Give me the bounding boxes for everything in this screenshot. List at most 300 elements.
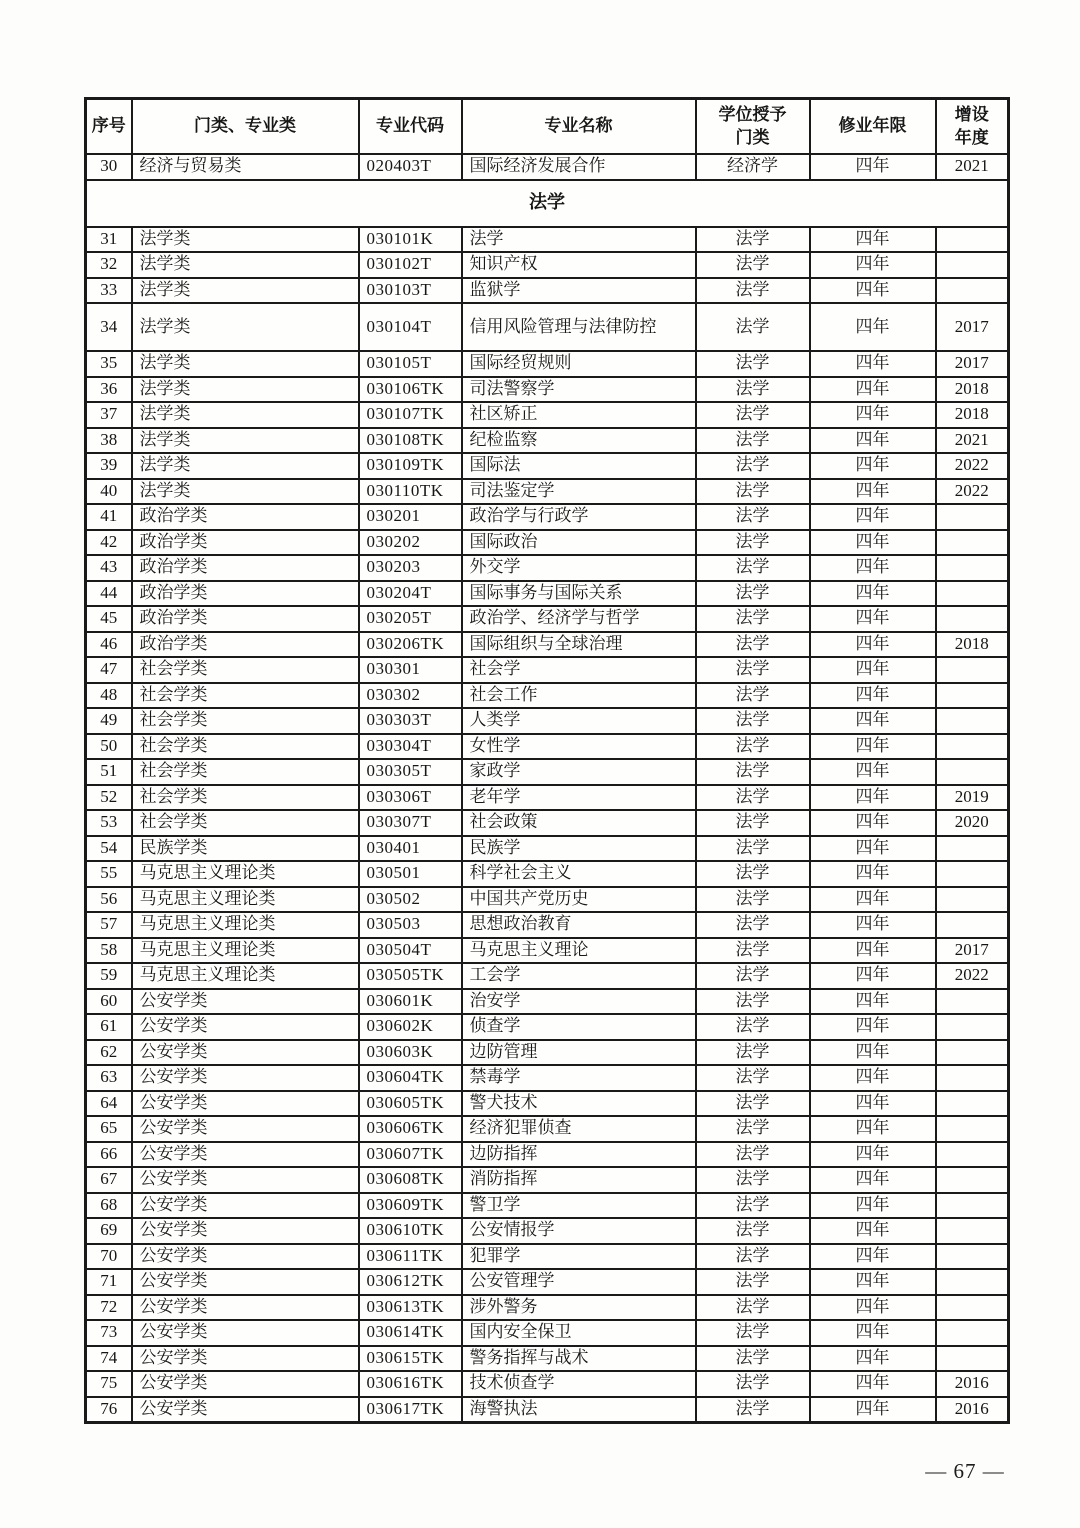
cell-degree: 法学 [696,351,810,377]
cell-degree: 法学 [696,555,810,581]
cell-year-added [936,252,1009,278]
cell-name: 海警执法 [462,1397,696,1423]
table-body [86,154,1009,1423]
cell-year-added [936,657,1009,683]
cell-years: 四年 [810,581,936,607]
cell-category: 公安学类 [132,1193,359,1219]
cell-name: 边防管理 [462,1040,696,1066]
cell-code: 030304T [359,734,462,760]
cell-code: 030102T [359,252,462,278]
cell-degree: 法学 [696,479,810,505]
cell-year-added [936,1346,1009,1372]
cell-code: 030503 [359,912,462,938]
cell-name: 国际经贸规则 [462,351,696,377]
cell-year-added [936,1014,1009,1040]
cell-no: 47 [86,657,132,683]
cell-degree: 法学 [696,303,810,351]
cell-year-added: 2021 [936,154,1009,180]
cell-category: 马克思主义理论类 [132,963,359,989]
cell-no: 30 [86,154,132,180]
cell-degree: 法学 [696,657,810,683]
cell-no: 76 [86,1397,132,1423]
cell-name: 监狱学 [462,278,696,304]
cell-degree: 法学 [696,402,810,428]
table-row [86,708,1009,734]
cell-no: 74 [86,1346,132,1372]
cell-year-added [936,1218,1009,1244]
cell-years: 四年 [810,303,936,351]
cell-no: 64 [86,1091,132,1117]
table-row [86,252,1009,278]
cell-code: 030303T [359,708,462,734]
cell-years: 四年 [810,734,936,760]
cell-name: 社区矫正 [462,402,696,428]
cell-no: 71 [86,1269,132,1295]
table-row [86,453,1009,479]
cell-category: 法学类 [132,479,359,505]
cell-code: 020403T [359,154,462,180]
cell-name: 边防指挥 [462,1142,696,1168]
table-row [86,759,1009,785]
cell-degree: 法学 [696,759,810,785]
cell-year-added [936,278,1009,304]
cell-degree: 法学 [696,1065,810,1091]
cell-year-added: 2016 [936,1371,1009,1397]
cell-no: 67 [86,1167,132,1193]
cell-category: 社会学类 [132,683,359,709]
cell-years: 四年 [810,1014,936,1040]
cell-years: 四年 [810,657,936,683]
cell-no: 53 [86,810,132,836]
cell-no: 35 [86,351,132,377]
cell-code: 030109TK [359,453,462,479]
table-row [86,227,1009,253]
cell-category: 民族学类 [132,836,359,862]
cell-category: 公安学类 [132,1142,359,1168]
cell-degree: 法学 [696,581,810,607]
cell-year-added: 2022 [936,479,1009,505]
cell-years: 四年 [810,1295,936,1321]
cell-category: 法学类 [132,252,359,278]
cell-no: 44 [86,581,132,607]
cell-years: 四年 [810,1218,936,1244]
header-row [86,99,1009,155]
cell-degree: 法学 [696,1320,810,1346]
cell-category: 政治学类 [132,581,359,607]
cell-name: 治安学 [462,989,696,1015]
cell-degree: 法学 [696,1014,810,1040]
cell-no: 45 [86,606,132,632]
cell-name: 外交学 [462,555,696,581]
cell-degree: 法学 [696,252,810,278]
cell-years: 四年 [810,912,936,938]
majors-table [84,97,1010,1424]
section-row [86,180,1009,227]
cell-code: 030104T [359,303,462,351]
cell-name: 国内安全保卫 [462,1320,696,1346]
cell-years: 四年 [810,887,936,913]
cell-year-added: 2020 [936,810,1009,836]
cell-years: 四年 [810,683,936,709]
table-row [86,1218,1009,1244]
cell-name: 警卫学 [462,1193,696,1219]
cell-code: 030617TK [359,1397,462,1423]
cell-year-added [936,683,1009,709]
cell-name: 司法鉴定学 [462,479,696,505]
cell-code: 030206TK [359,632,462,658]
cell-degree: 法学 [696,1218,810,1244]
table-row [86,278,1009,304]
cell-no: 63 [86,1065,132,1091]
cell-no: 36 [86,377,132,403]
cell-degree: 法学 [696,912,810,938]
cell-name: 科学社会主义 [462,861,696,887]
cell-name: 国际法 [462,453,696,479]
cell-category: 公安学类 [132,1116,359,1142]
cell-years: 四年 [810,402,936,428]
cell-no: 39 [86,453,132,479]
cell-years: 四年 [810,963,936,989]
cell-degree: 法学 [696,1142,810,1168]
cell-degree: 法学 [696,278,810,304]
cell-year-added [936,1295,1009,1321]
cell-degree: 法学 [696,989,810,1015]
cell-years: 四年 [810,428,936,454]
cell-category: 社会学类 [132,708,359,734]
cell-category: 社会学类 [132,785,359,811]
table-row [86,1244,1009,1270]
cell-degree: 法学 [696,1397,810,1423]
cell-no: 42 [86,530,132,556]
cell-degree: 法学 [696,530,810,556]
cell-no: 65 [86,1116,132,1142]
cell-name: 技术侦查学 [462,1371,696,1397]
cell-degree: 法学 [696,1269,810,1295]
cell-years: 四年 [810,377,936,403]
table-row [86,1014,1009,1040]
cell-category: 法学类 [132,453,359,479]
cell-name: 工会学 [462,963,696,989]
cell-no: 70 [86,1244,132,1270]
cell-category: 公安学类 [132,1269,359,1295]
table-row [86,428,1009,454]
cell-category: 马克思主义理论类 [132,861,359,887]
cell-code: 030603K [359,1040,462,1066]
table-row [86,1040,1009,1066]
cell-no: 57 [86,912,132,938]
cell-year-added [936,606,1009,632]
cell-code: 030107TK [359,402,462,428]
cell-years: 四年 [810,1269,936,1295]
cell-year-added: 2017 [936,351,1009,377]
cell-no: 66 [86,1142,132,1168]
cell-degree: 经济学 [696,154,810,180]
cell-category: 法学类 [132,278,359,304]
cell-category: 社会学类 [132,734,359,760]
cell-no: 43 [86,555,132,581]
cell-name: 社会工作 [462,683,696,709]
cell-year-added [936,530,1009,556]
cell-code: 030501 [359,861,462,887]
cell-code: 030110TK [359,479,462,505]
cell-name: 社会政策 [462,810,696,836]
cell-year-added: 2018 [936,632,1009,658]
cell-degree: 法学 [696,227,810,253]
colheader-degree: 学位授予 门类 [696,99,810,155]
cell-category: 公安学类 [132,1295,359,1321]
cell-category: 公安学类 [132,1014,359,1040]
cell-code: 030101K [359,227,462,253]
cell-years: 四年 [810,1116,936,1142]
cell-years: 四年 [810,1167,936,1193]
cell-code: 030601K [359,989,462,1015]
cell-name: 公安情报学 [462,1218,696,1244]
cell-category: 公安学类 [132,1065,359,1091]
cell-code: 030307T [359,810,462,836]
cell-degree: 法学 [696,785,810,811]
cell-no: 68 [86,1193,132,1219]
cell-no: 58 [86,938,132,964]
table-row [86,938,1009,964]
cell-no: 75 [86,1371,132,1397]
cell-no: 54 [86,836,132,862]
cell-no: 48 [86,683,132,709]
cell-year-added: 2018 [936,377,1009,403]
table-row [86,989,1009,1015]
cell-years: 四年 [810,785,936,811]
cell-code: 030609TK [359,1193,462,1219]
cell-years: 四年 [810,938,936,964]
cell-no: 31 [86,227,132,253]
table-row [86,734,1009,760]
cell-degree: 法学 [696,1116,810,1142]
cell-years: 四年 [810,1193,936,1219]
cell-category: 公安学类 [132,989,359,1015]
cell-year-added [936,1091,1009,1117]
cell-code: 030607TK [359,1142,462,1168]
cell-year-added [936,227,1009,253]
cell-year-added: 2022 [936,963,1009,989]
cell-code: 030615TK [359,1346,462,1372]
cell-degree: 法学 [696,1193,810,1219]
cell-code: 030611TK [359,1244,462,1270]
cell-code: 030201 [359,504,462,530]
cell-year-added: 2022 [936,453,1009,479]
cell-name: 思想政治教育 [462,912,696,938]
cell-name: 老年学 [462,785,696,811]
table-row [86,1167,1009,1193]
page-number: — 67 — [925,1459,1005,1483]
cell-code: 030606TK [359,1116,462,1142]
cell-name: 法学 [462,227,696,253]
cell-degree: 法学 [696,1040,810,1066]
cell-code: 030505TK [359,963,462,989]
cell-no: 40 [86,479,132,505]
cell-years: 四年 [810,759,936,785]
cell-years: 四年 [810,1040,936,1066]
cell-category: 法学类 [132,402,359,428]
cell-code: 030605TK [359,1091,462,1117]
cell-name: 消防指挥 [462,1167,696,1193]
cell-code: 030604TK [359,1065,462,1091]
cell-years: 四年 [810,1397,936,1423]
cell-no: 61 [86,1014,132,1040]
cell-years: 四年 [810,989,936,1015]
cell-category: 政治学类 [132,632,359,658]
cell-category: 政治学类 [132,530,359,556]
cell-degree: 法学 [696,504,810,530]
cell-code: 030205T [359,606,462,632]
cell-degree: 法学 [696,1346,810,1372]
cell-name: 民族学 [462,836,696,862]
cell-year-added [936,836,1009,862]
cell-category: 马克思主义理论类 [132,887,359,913]
cell-category: 法学类 [132,428,359,454]
cell-degree: 法学 [696,708,810,734]
cell-code: 030613TK [359,1295,462,1321]
cell-no: 51 [86,759,132,785]
cell-years: 四年 [810,504,936,530]
cell-years: 四年 [810,1346,936,1372]
cell-years: 四年 [810,1371,936,1397]
cell-name: 警务指挥与战术 [462,1346,696,1372]
cell-code: 030302 [359,683,462,709]
cell-code: 030105T [359,351,462,377]
cell-category: 政治学类 [132,555,359,581]
cell-years: 四年 [810,252,936,278]
cell-code: 030401 [359,836,462,862]
table-row [86,1116,1009,1142]
cell-degree: 法学 [696,683,810,709]
cell-code: 030202 [359,530,462,556]
cell-year-added [936,1269,1009,1295]
table-row [86,632,1009,658]
cell-no: 56 [86,887,132,913]
cell-degree: 法学 [696,938,810,964]
cell-code: 030204T [359,581,462,607]
table-row [86,555,1009,581]
cell-degree: 法学 [696,810,810,836]
cell-name: 经济犯罪侦查 [462,1116,696,1142]
cell-year-added [936,708,1009,734]
cell-no: 50 [86,734,132,760]
cell-code: 030612TK [359,1269,462,1295]
cell-degree: 法学 [696,632,810,658]
cell-years: 四年 [810,351,936,377]
cell-year-added [936,1320,1009,1346]
cell-years: 四年 [810,708,936,734]
cell-code: 030608TK [359,1167,462,1193]
cell-code: 030610TK [359,1218,462,1244]
cell-name: 犯罪学 [462,1244,696,1270]
cell-no: 41 [86,504,132,530]
cell-code: 030504T [359,938,462,964]
cell-name: 政治学与行政学 [462,504,696,530]
cell-year-added [936,1167,1009,1193]
table-header [86,99,1009,155]
cell-years: 四年 [810,632,936,658]
cell-category: 马克思主义理论类 [132,938,359,964]
cell-degree: 法学 [696,606,810,632]
cell-no: 37 [86,402,132,428]
cell-year-added: 2017 [936,303,1009,351]
cell-years: 四年 [810,555,936,581]
table-row [86,1091,1009,1117]
cell-degree: 法学 [696,1371,810,1397]
cell-no: 32 [86,252,132,278]
table-row [86,810,1009,836]
cell-years: 四年 [810,154,936,180]
cell-degree: 法学 [696,734,810,760]
table-row [86,530,1009,556]
table-row [86,479,1009,505]
cell-year-added [936,887,1009,913]
table-row [86,606,1009,632]
table-row [86,1193,1009,1219]
cell-years: 四年 [810,453,936,479]
cell-code: 030103T [359,278,462,304]
cell-no: 62 [86,1040,132,1066]
cell-year-added [936,759,1009,785]
cell-category: 政治学类 [132,504,359,530]
table-row [86,402,1009,428]
table-row [86,303,1009,351]
cell-category: 社会学类 [132,759,359,785]
cell-no: 59 [86,963,132,989]
cell-name: 家政学 [462,759,696,785]
table-row [86,1371,1009,1397]
table-row [86,1142,1009,1168]
cell-no: 33 [86,278,132,304]
cell-years: 四年 [810,861,936,887]
cell-no: 60 [86,989,132,1015]
cell-no: 72 [86,1295,132,1321]
table-row [86,1295,1009,1321]
cell-code: 030305T [359,759,462,785]
colheader-years: 修业年限 [810,99,936,155]
cell-year-added: 2018 [936,402,1009,428]
cell-code: 030108TK [359,428,462,454]
cell-years: 四年 [810,1142,936,1168]
table-row [86,963,1009,989]
cell-year-added [936,989,1009,1015]
cell-no: 34 [86,303,132,351]
cell-name: 信用风险管理与法律防控 [462,303,696,351]
cell-year-added [936,555,1009,581]
table-row [86,351,1009,377]
cell-category: 政治学类 [132,606,359,632]
cell-no: 73 [86,1320,132,1346]
colheader-year-added: 增设 年度 [936,99,1009,155]
cell-category: 公安学类 [132,1167,359,1193]
table-row [86,657,1009,683]
cell-degree: 法学 [696,453,810,479]
cell-name: 政治学、经济学与哲学 [462,606,696,632]
cell-years: 四年 [810,1065,936,1091]
table-row [86,1269,1009,1295]
cell-degree: 法学 [696,1244,810,1270]
cell-years: 四年 [810,530,936,556]
table-row [86,1397,1009,1423]
cell-name: 涉外警务 [462,1295,696,1321]
cell-years: 四年 [810,278,936,304]
cell-years: 四年 [810,227,936,253]
cell-no: 49 [86,708,132,734]
cell-degree: 法学 [696,836,810,862]
cell-name: 国际经济发展合作 [462,154,696,180]
cell-name: 纪检监察 [462,428,696,454]
cell-name: 司法警察学 [462,377,696,403]
